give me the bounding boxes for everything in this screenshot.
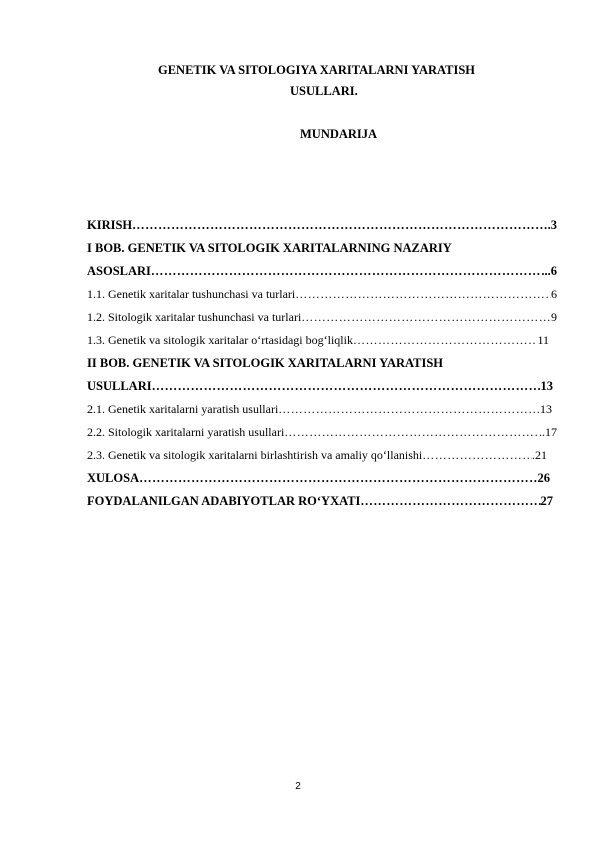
toc-entry-page: 11 (537, 333, 549, 347)
toc-entry-2-2 (87, 421, 557, 444)
toc-leader-dots (301, 306, 551, 329)
toc-entry-page: .21 (532, 448, 547, 462)
toc-entry-page: .3 (547, 218, 557, 232)
toc-entry-xulosa (87, 467, 550, 490)
document-title-line-2: USULLARI. (290, 84, 358, 98)
toc-entry-text: 2.1. Genetik xaritalarni yaratish usullari (87, 402, 279, 416)
toc-entry-page: 13 (540, 402, 552, 416)
toc-leader-dots (278, 398, 540, 421)
toc-entry-bibliography (87, 490, 553, 513)
toc-entry-chapter-2 (87, 375, 553, 398)
toc-entry-text: 1.1. Genetik xaritalar tushunchasi va turlari (87, 287, 296, 301)
toc-entry-text: 1.3. Genetik va sitologik xaritalar o‘rtasidagi bog‘liqlik (87, 333, 353, 347)
toc-leader-dots (360, 490, 540, 513)
toc-leader-dots (152, 375, 541, 398)
toc-entry-text: USULLARI (87, 379, 152, 393)
toc-entry-page: 13 (540, 379, 553, 393)
toc-leader-dots (422, 444, 532, 467)
toc-leader-dots (139, 467, 537, 490)
toc-entry-1-3 (87, 329, 549, 352)
toc-entry-page: 26 (537, 471, 550, 485)
toc-entry-page: ..17 (539, 425, 557, 439)
toc-leader-dots (295, 283, 551, 306)
toc-entry-2-3 (87, 444, 547, 467)
toc-entry-text: KIRISH (87, 218, 133, 232)
toc-entry-1-2 (87, 306, 557, 329)
toc-entry-text: FOYDALANILGAN ADABIYOTLAR RO‘YXATI (87, 494, 361, 508)
toc-entry-2-1 (87, 398, 552, 421)
toc-entry-text: ASOSLARI (87, 264, 151, 278)
toc-entry-page: 9 (551, 310, 557, 324)
toc-entry-text: 2.2. Sitologik xaritalarni yaratish usullari (87, 425, 285, 439)
toc-chapter-2-title: II BOB. GENETIK VA SITOLOGIK XARITALARNI YARATISH (87, 356, 444, 370)
toc-entry-text: 1.2. Sitologik xaritalar tushunchasi va turlari (87, 310, 302, 324)
toc-entry-text: 2.3. Genetik va sitologik xaritalarni birlashtirish va amaliy qo‘llanishi (87, 448, 423, 462)
toc-leader-dots (353, 329, 537, 352)
table-of-contents (87, 214, 557, 513)
toc-entry-page: 27 (540, 494, 553, 508)
toc-heading: MUNDARIJA (300, 127, 378, 141)
page-number: 2 (295, 781, 301, 792)
toc-entry-page: ...6 (541, 264, 557, 278)
toc-entry-kirish (87, 214, 557, 237)
toc-entry-page: 6 (551, 287, 557, 301)
toc-leader-dots (284, 421, 539, 444)
toc-leader-dots (132, 214, 547, 237)
toc-chapter-1-title: I BOB. GENETIK VA SITOLOGIK XARITALARNING NAZARIY (87, 241, 452, 255)
toc-entry-chapter-1 (87, 260, 557, 283)
toc-leader-dots (151, 260, 541, 283)
document-title-line-1: GENETIK VA SITOLOGIYA XARITALARNI YARATISH (158, 63, 476, 77)
toc-entry-1-1 (87, 283, 557, 306)
toc-entry-text: XULOSA (87, 471, 140, 485)
